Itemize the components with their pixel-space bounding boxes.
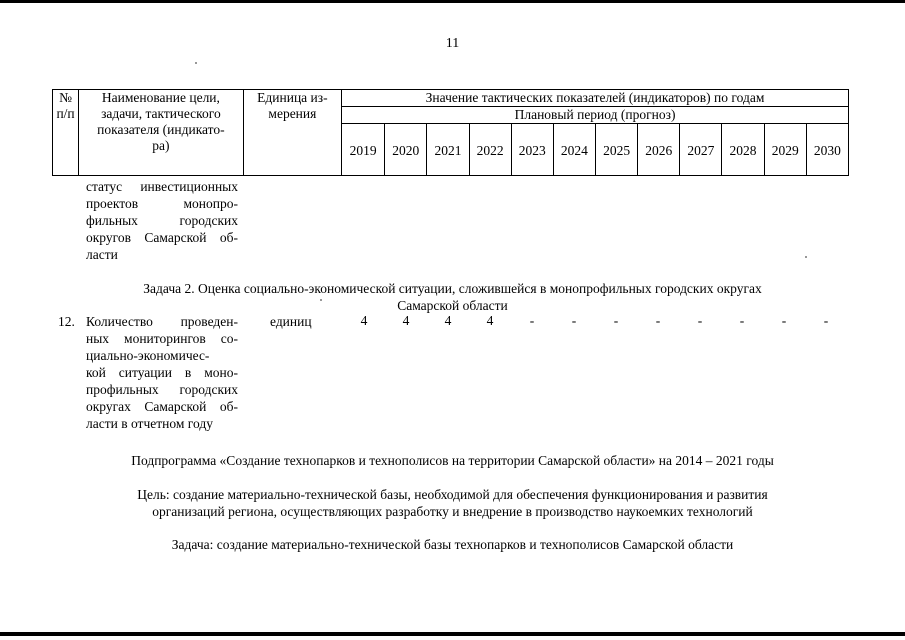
year-cell: 2029 xyxy=(764,124,806,176)
year-cell: 2025 xyxy=(596,124,638,176)
row12-name-line: профильных городских xyxy=(86,382,238,397)
header-name-line: Наименование цели, xyxy=(101,90,220,105)
row12-value-2030: - xyxy=(823,313,829,328)
row12-name-line: ласти в отчетном году xyxy=(86,416,213,431)
row12-value-2024: - xyxy=(571,313,577,328)
task2-title-line: Задача 2. Оценка социально-экономической ситуации, сложившейся в монопрофильных городских округах xyxy=(143,281,762,296)
header-number-line: п/п xyxy=(56,106,75,121)
header-name-line: показателя (индикато- xyxy=(97,122,225,137)
task-text: Задача: создание материально-технической базы технопарков и технополисов Самарской области xyxy=(171,537,734,552)
year-cell: 2026 xyxy=(638,124,680,176)
year-cell: 2020 xyxy=(385,124,427,176)
header-unit-line: мерения xyxy=(268,106,317,121)
year-cell: 2027 xyxy=(680,124,722,176)
row12-value-2027: - xyxy=(697,313,703,328)
continued-line: ласти xyxy=(86,247,118,262)
row12-value-2026: - xyxy=(655,313,661,328)
row12-value-2029: - xyxy=(781,313,787,328)
indicator-table-header xyxy=(52,89,849,176)
year-cell: 2023 xyxy=(511,124,553,176)
row12-name-line: Количество проведен- xyxy=(86,314,238,329)
header-name-line: задачи, тактического xyxy=(101,106,221,121)
row12-name-line: округах Самарской об- xyxy=(86,399,238,414)
header-number-line: № xyxy=(59,90,72,105)
goal-text xyxy=(0,486,905,520)
row12-name-line: кой ситуации в моно- xyxy=(86,365,238,380)
row12-value-2023: - xyxy=(529,313,535,328)
continued-indicator-text xyxy=(86,178,238,263)
row12-name-line: циально-экономичес- xyxy=(86,348,210,363)
header-values-title: Значение тактических показателей (индикаторов) по годам xyxy=(342,90,849,107)
year-cell: 2021 xyxy=(427,124,469,176)
row12-value-2025: - xyxy=(613,313,619,328)
scan-speck xyxy=(320,299,322,301)
row12-value-2021: 4 xyxy=(444,313,452,328)
page-number: 11 xyxy=(445,36,460,51)
row12-value-2022: 4 xyxy=(486,313,494,328)
goal-line: Цель: создание материально-технической базы, необходимой для обеспечения функционирования и развития xyxy=(137,487,768,502)
row12-indicator-name xyxy=(86,313,238,432)
header-number-cell xyxy=(53,90,79,176)
goal-line: организаций региона, осуществляющих разработку и внедрение в производство наукоемких технологий xyxy=(152,504,753,519)
continued-line: фильных городских xyxy=(86,213,238,228)
header-unit-line: Единица из- xyxy=(257,90,328,105)
year-cell: 2028 xyxy=(722,124,764,176)
row12-number: 12. xyxy=(58,314,75,329)
scan-speck xyxy=(805,256,807,258)
continued-line: статус инвестиционных xyxy=(86,179,238,194)
year-cell: 2022 xyxy=(469,124,511,176)
top-border-line xyxy=(0,0,905,3)
task2-title-line: Самарской области xyxy=(397,298,508,313)
year-cell: 2024 xyxy=(553,124,595,176)
header-unit-cell xyxy=(243,90,341,176)
row12-unit: единиц xyxy=(270,314,312,329)
header-planned-period: Плановый период (прогноз) xyxy=(342,107,849,124)
year-cell: 2019 xyxy=(342,124,385,176)
continued-line: проектов монопро- xyxy=(86,196,238,211)
task2-title xyxy=(0,280,905,314)
row12-value-2019: 4 xyxy=(360,313,368,328)
scan-speck xyxy=(195,62,197,64)
row12-value-2020: 4 xyxy=(402,313,410,328)
header-name-cell xyxy=(79,90,244,176)
bottom-border-line xyxy=(0,632,905,636)
header-name-line: ра) xyxy=(152,138,170,153)
row12-value-2028: - xyxy=(739,313,745,328)
subprogram-title: Подпрограмма «Создание технопарков и технополисов на территории Самарской области» на 2014 – 2021 годы xyxy=(131,453,774,468)
row12-name-line: ных мониторингов со- xyxy=(86,331,238,346)
continued-line: округов Самарской об- xyxy=(86,230,238,245)
year-cell: 2030 xyxy=(806,124,848,176)
